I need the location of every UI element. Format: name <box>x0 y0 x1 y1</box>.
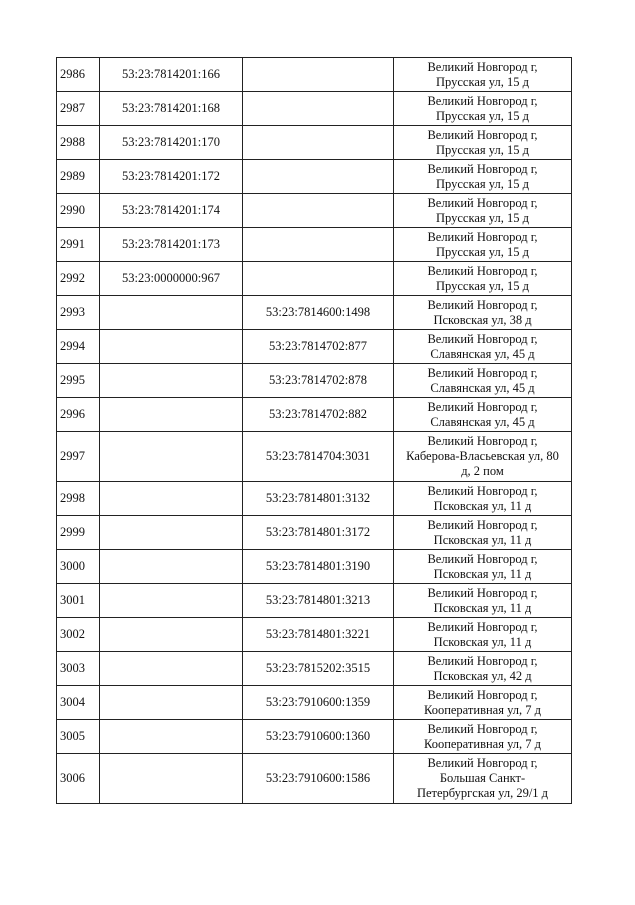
cadastral-number-secondary: 53:23:7814702:877 <box>243 330 394 364</box>
address-line: Великий Новгород г, <box>427 399 538 414</box>
address-line: Псковская ул, 42 д <box>433 668 532 683</box>
address-cell <box>394 160 572 194</box>
table-row <box>57 432 572 482</box>
address-line: Великий Новгород г, <box>427 365 538 380</box>
cadastral-number-primary <box>100 754 243 804</box>
table-row <box>57 550 572 584</box>
address-line: Великий Новгород г, <box>427 297 538 312</box>
address-line: Великий Новгород г, <box>427 161 538 176</box>
address-line: Славянская ул, 45 д <box>430 414 535 429</box>
cadastral-number-secondary: 53:23:7814801:3213 <box>243 584 394 618</box>
row-number: 3001 <box>57 584 100 618</box>
address-line: Великий Новгород г, <box>427 687 538 702</box>
table-row <box>57 58 572 92</box>
address-line: Великий Новгород г, <box>427 483 538 498</box>
table-row <box>57 754 572 804</box>
cadastral-number-primary <box>100 720 243 754</box>
address-cell <box>394 92 572 126</box>
address-cell <box>394 262 572 296</box>
cadastral-number-secondary: 53:23:7814704:3031 <box>243 432 394 482</box>
table-row <box>57 618 572 652</box>
address-line: Прусская ул, 15 д <box>436 142 529 157</box>
address-cell <box>394 584 572 618</box>
address-cell <box>394 550 572 584</box>
address-line: Славянская ул, 45 д <box>430 380 535 395</box>
row-number: 3004 <box>57 686 100 720</box>
address-cell <box>394 720 572 754</box>
cadastral-number-primary <box>100 398 243 432</box>
cadastral-number-secondary <box>243 262 394 296</box>
address-line: Прусская ул, 15 д <box>436 176 529 191</box>
address-cell <box>394 296 572 330</box>
cadastral-number-primary: 53:23:0000000:967 <box>100 262 243 296</box>
address-line: Кооперативная ул, 7 д <box>423 702 542 717</box>
cadastral-number-secondary: 53:23:7814702:882 <box>243 398 394 432</box>
cadastral-number-primary: 53:23:7814201:170 <box>100 126 243 160</box>
table-row <box>57 584 572 618</box>
address-line: Петербургская ул, 29/1 д <box>416 786 549 800</box>
address-line: Псковская ул, 11 д <box>433 498 532 513</box>
address-line: Прусская ул, 15 д <box>436 210 529 225</box>
address-line: д, 2 пом <box>461 464 504 478</box>
address-line: Прусская ул, 15 д <box>436 244 529 259</box>
cadastral-number-primary <box>100 482 243 516</box>
cadastral-number-secondary <box>243 126 394 160</box>
table-row <box>57 398 572 432</box>
row-number: 2997 <box>57 432 100 482</box>
cadastral-number-secondary <box>243 228 394 262</box>
address-cell <box>394 754 572 804</box>
row-number: 2987 <box>57 92 100 126</box>
cadastral-number-secondary: 53:23:7814600:1498 <box>243 296 394 330</box>
address-line: Великий Новгород г, <box>427 434 538 448</box>
cadastral-number-secondary: 53:23:7814801:3172 <box>243 516 394 550</box>
row-number: 2990 <box>57 194 100 228</box>
cadastral-number-primary: 53:23:7814201:173 <box>100 228 243 262</box>
address-line: Великий Новгород г, <box>427 585 538 600</box>
address-line: Великий Новгород г, <box>427 721 538 736</box>
address-cell <box>394 194 572 228</box>
table-row <box>57 720 572 754</box>
table-row <box>57 296 572 330</box>
row-number: 2986 <box>57 58 100 92</box>
cadastral-number-primary: 53:23:7814201:174 <box>100 194 243 228</box>
cadastral-number-primary <box>100 330 243 364</box>
cadastral-number-secondary: 53:23:7814702:878 <box>243 364 394 398</box>
table-row <box>57 686 572 720</box>
cadastral-number-secondary <box>243 92 394 126</box>
cadastral-number-primary <box>100 652 243 686</box>
address-line: Великий Новгород г, <box>427 331 538 346</box>
registry-table <box>56 57 572 804</box>
cadastral-number-secondary: 53:23:7910600:1586 <box>243 754 394 804</box>
cadastral-number-secondary: 53:23:7910600:1359 <box>243 686 394 720</box>
row-number: 2999 <box>57 516 100 550</box>
row-number: 2994 <box>57 330 100 364</box>
cadastral-number-primary <box>100 364 243 398</box>
cadastral-number-secondary: 53:23:7814801:3132 <box>243 482 394 516</box>
table-row <box>57 652 572 686</box>
address-line: Великий Новгород г, <box>427 756 538 770</box>
cadastral-number-primary <box>100 296 243 330</box>
address-line: Кооперативная ул, 7 д <box>423 736 542 751</box>
row-number: 3005 <box>57 720 100 754</box>
address-cell <box>394 58 572 92</box>
address-line: Славянская ул, 45 д <box>430 346 535 361</box>
row-number: 3002 <box>57 618 100 652</box>
row-number: 2993 <box>57 296 100 330</box>
address-line: Великий Новгород г, <box>427 619 538 634</box>
address-cell <box>394 228 572 262</box>
address-line: Великий Новгород г, <box>427 551 538 566</box>
table-row <box>57 160 572 194</box>
cadastral-number-secondary <box>243 194 394 228</box>
row-number: 2998 <box>57 482 100 516</box>
address-cell <box>394 330 572 364</box>
cadastral-number-secondary <box>243 58 394 92</box>
address-line: Большая Санкт- <box>439 771 526 785</box>
table-row <box>57 262 572 296</box>
address-line: Псковская ул, 11 д <box>433 600 532 615</box>
cadastral-number-secondary: 53:23:7910600:1360 <box>243 720 394 754</box>
table-row <box>57 330 572 364</box>
cadastral-number-primary: 53:23:7814201:168 <box>100 92 243 126</box>
row-number: 2988 <box>57 126 100 160</box>
cadastral-number-primary: 53:23:7814201:172 <box>100 160 243 194</box>
row-number: 3000 <box>57 550 100 584</box>
row-number: 2989 <box>57 160 100 194</box>
address-line: Прусская ул, 15 д <box>436 108 529 123</box>
cadastral-number-primary <box>100 618 243 652</box>
address-cell <box>394 516 572 550</box>
address-line: Великий Новгород г, <box>427 517 538 532</box>
address-cell <box>394 398 572 432</box>
address-line: Прусская ул, 15 д <box>436 74 529 89</box>
address-line: Великий Новгород г, <box>427 127 538 142</box>
address-line: Великий Новгород г, <box>427 653 538 668</box>
table-row <box>57 92 572 126</box>
address-line: Великий Новгород г, <box>427 195 538 210</box>
row-number: 2991 <box>57 228 100 262</box>
address-line: Псковская ул, 38 д <box>433 312 532 327</box>
address-line: Псковская ул, 11 д <box>433 532 532 547</box>
cadastral-number-primary: 53:23:7814201:166 <box>100 58 243 92</box>
cadastral-number-primary <box>100 432 243 482</box>
cadastral-number-secondary: 53:23:7814801:3190 <box>243 550 394 584</box>
address-cell <box>394 652 572 686</box>
row-number: 3006 <box>57 754 100 804</box>
address-cell <box>394 432 572 482</box>
address-cell <box>394 618 572 652</box>
cadastral-number-primary <box>100 516 243 550</box>
table-row <box>57 364 572 398</box>
address-line: Псковская ул, 11 д <box>433 566 532 581</box>
cadastral-number-secondary: 53:23:7815202:3515 <box>243 652 394 686</box>
table-row <box>57 126 572 160</box>
address-line: Прусская ул, 15 д <box>436 278 529 293</box>
cadastral-number-secondary: 53:23:7814801:3221 <box>243 618 394 652</box>
address-line: Великий Новгород г, <box>427 59 538 74</box>
cadastral-number-secondary <box>243 160 394 194</box>
row-number: 2992 <box>57 262 100 296</box>
cadastral-number-primary <box>100 550 243 584</box>
cadastral-number-primary <box>100 584 243 618</box>
address-line: Великий Новгород г, <box>427 93 538 108</box>
address-line: Великий Новгород г, <box>427 229 538 244</box>
row-number: 2996 <box>57 398 100 432</box>
address-cell <box>394 686 572 720</box>
table-row <box>57 194 572 228</box>
table-row <box>57 482 572 516</box>
address-line: Великий Новгород г, <box>427 263 538 278</box>
address-line: Псковская ул, 11 д <box>433 634 532 649</box>
table-row <box>57 228 572 262</box>
cadastral-number-primary <box>100 686 243 720</box>
row-number: 2995 <box>57 364 100 398</box>
address-cell <box>394 364 572 398</box>
row-number: 3003 <box>57 652 100 686</box>
address-cell <box>394 126 572 160</box>
registry-body <box>57 58 572 804</box>
table-row <box>57 516 572 550</box>
address-cell <box>394 482 572 516</box>
address-line: Каберова-Власьевская ул, 80 <box>406 449 559 463</box>
